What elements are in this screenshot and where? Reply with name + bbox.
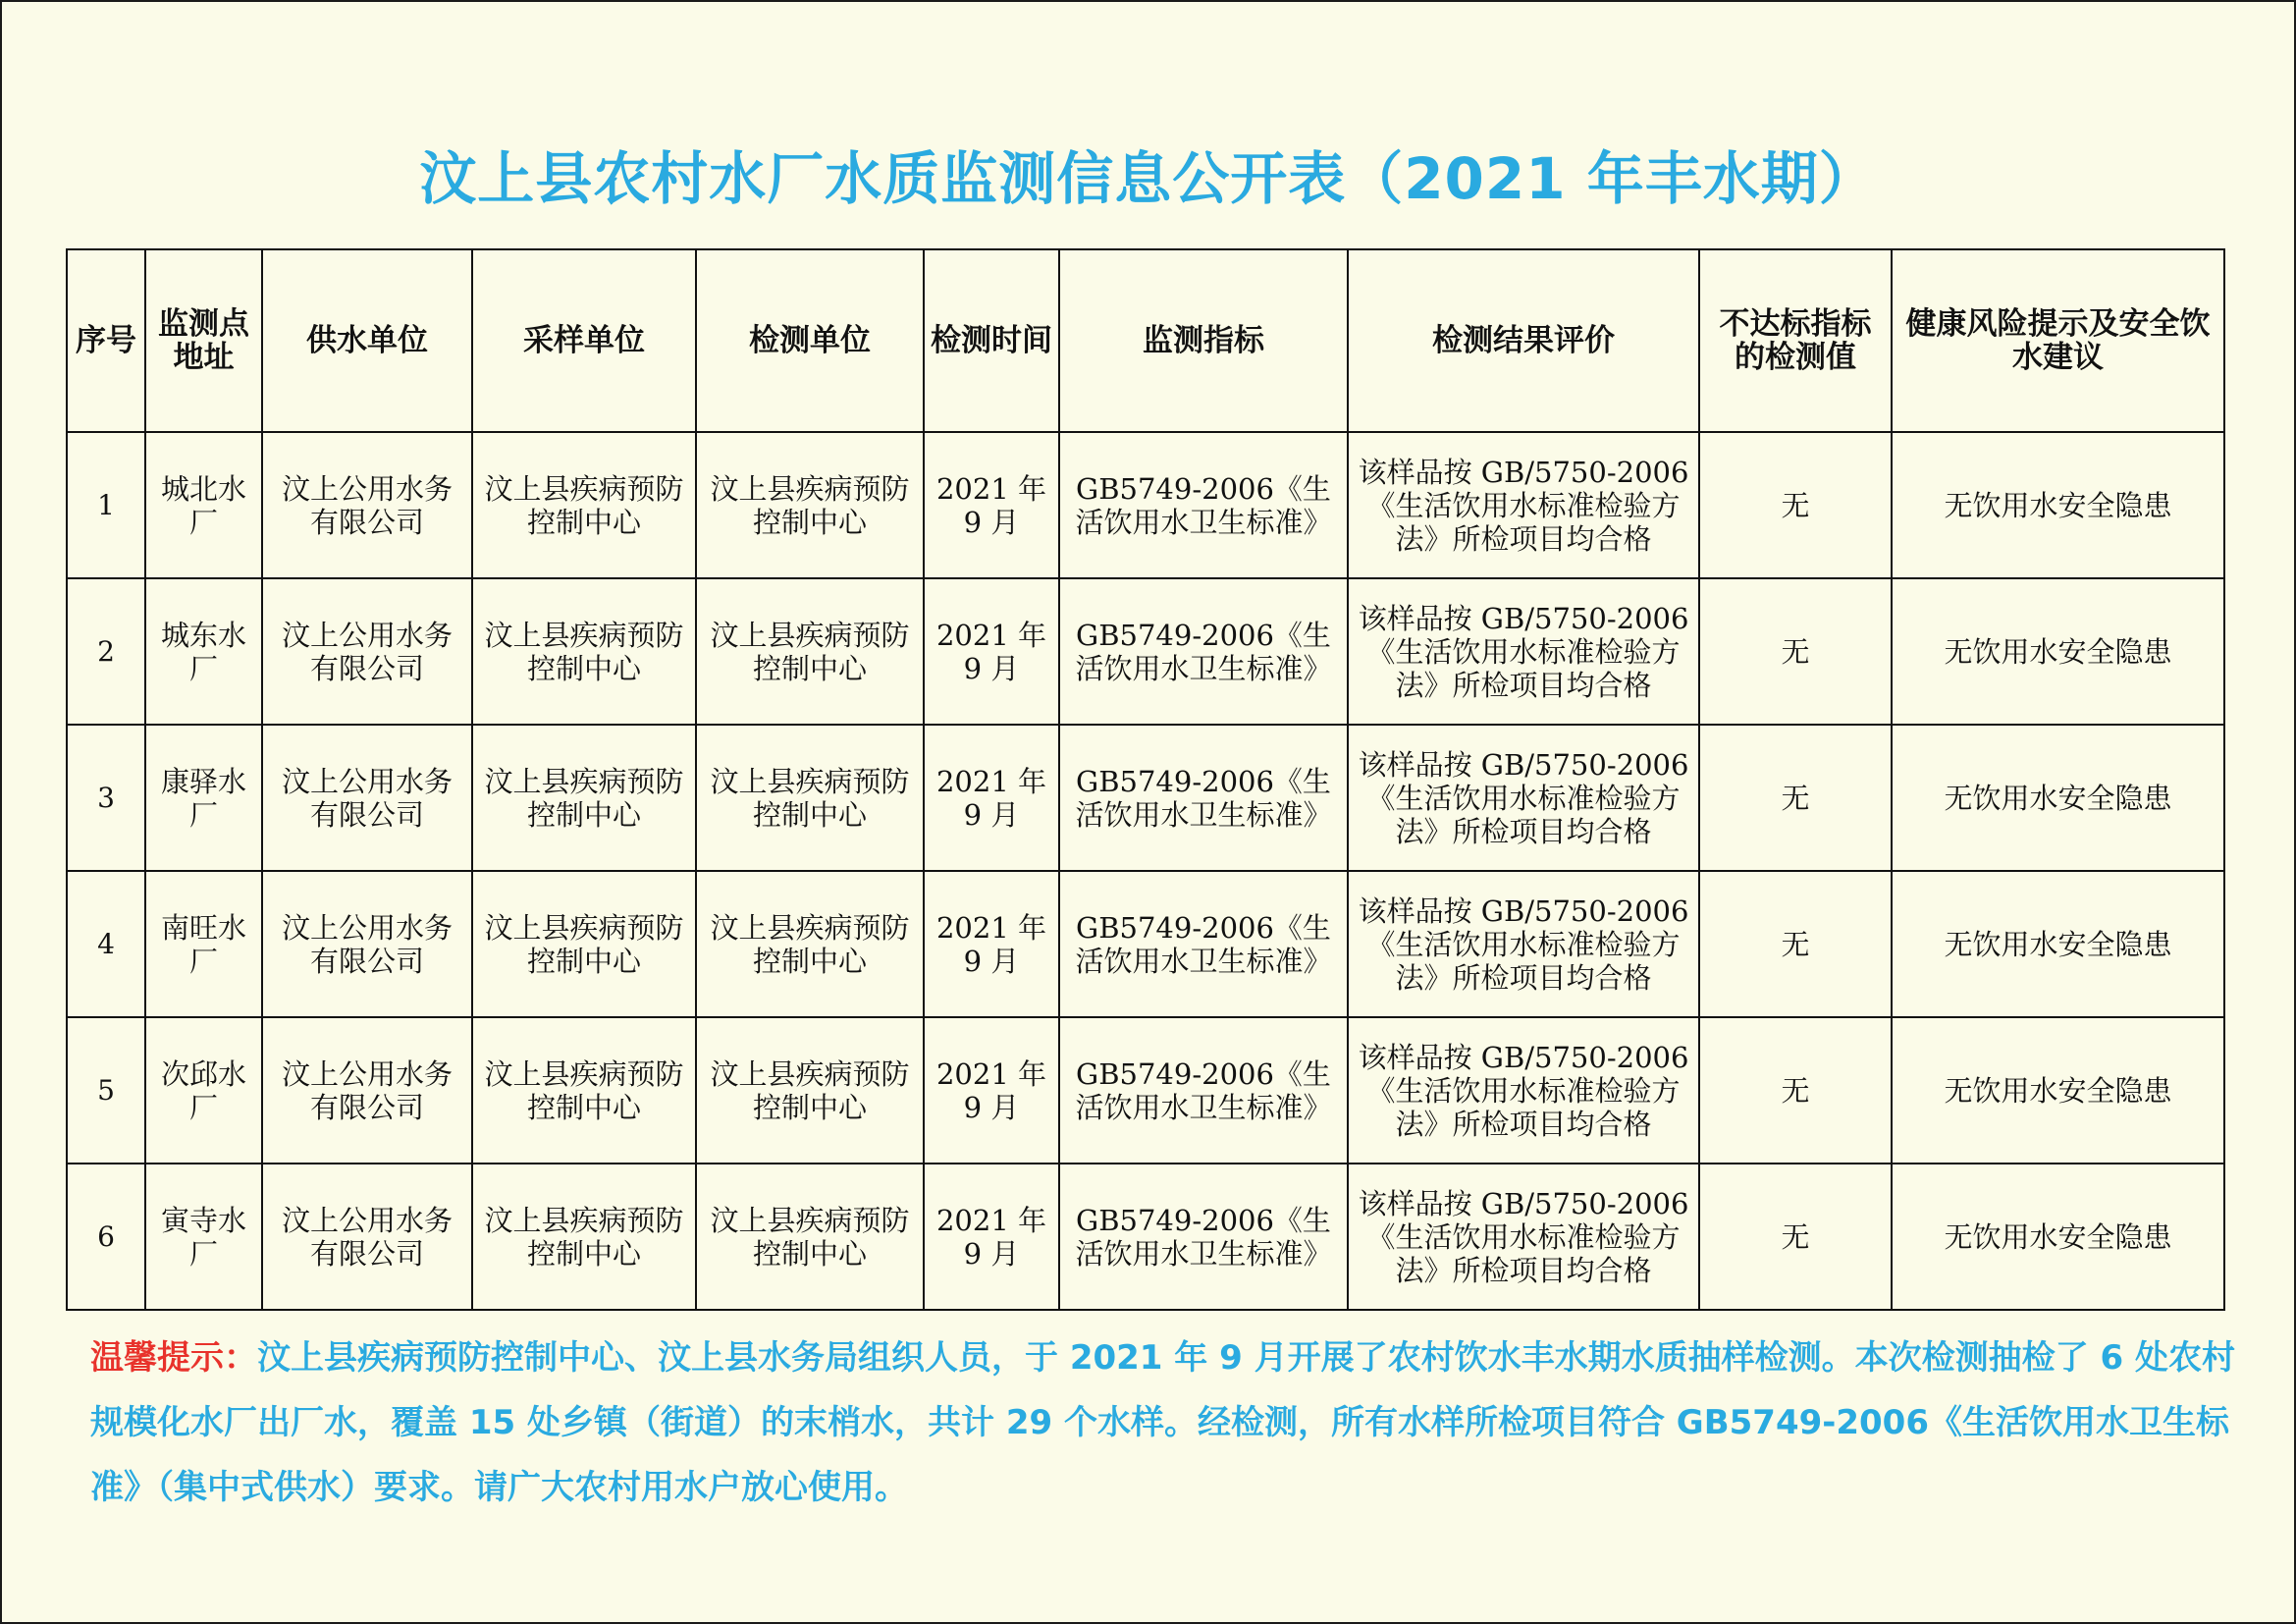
cell-time: 2021 年 9 月: [924, 1017, 1059, 1164]
table-row: [67, 432, 2224, 578]
header-advice: 健康风险提示及安全饮水建议: [1892, 249, 2224, 432]
cell-site: 康驿水厂: [145, 725, 262, 871]
cell-tester: 汶上县疾病预防控制中心: [696, 871, 924, 1017]
notice-text: 汶上县疾病预防控制中心、汶上县水务局组织人员，于 2021 年 9 月开展了农村饮水丰水期水质抽样检测。本次检测抽检了 6 处农村规模化水厂出厂水，覆盖 15 处乡镇（街道）的末梢水，共计 29 个水样。经检测，所有水样所检项目符合 GB5749-2006《生活饮用水卫生标准》（集中式供水）要求。请广大农村用水户放心使用。: [90, 1338, 2235, 1507]
cell-value: 无: [1699, 725, 1892, 871]
cell-tester: 汶上县疾病预防控制中心: [696, 1017, 924, 1164]
cell-tester: 汶上县疾病预防控制中心: [696, 432, 924, 578]
table-row: [67, 1164, 2224, 1310]
header-value: 不达标指标的检测值: [1699, 249, 1892, 432]
cell-no: 4: [67, 871, 145, 1017]
cell-time: 2021 年 9 月: [924, 725, 1059, 871]
header-site: 监测点地址: [145, 249, 262, 432]
cell-sampler: 汶上县疾病预防控制中心: [472, 871, 696, 1017]
cell-index: GB5749-2006《生活饮用水卫生标准》: [1059, 1164, 1348, 1310]
cell-result: 该样品按 GB/5750-2006《生活饮用水标准检验方法》所检项目均合格: [1348, 1017, 1699, 1164]
cell-no: 5: [67, 1017, 145, 1164]
cell-index: GB5749-2006《生活饮用水卫生标准》: [1059, 871, 1348, 1017]
table-row: [67, 1017, 2224, 1164]
cell-time: 2021 年 9 月: [924, 432, 1059, 578]
cell-no: 6: [67, 1164, 145, 1310]
cell-sampler: 汶上县疾病预防控制中心: [472, 1164, 696, 1310]
table-row: [67, 871, 2224, 1017]
cell-index: GB5749-2006《生活饮用水卫生标准》: [1059, 1017, 1348, 1164]
cell-index: GB5749-2006《生活饮用水卫生标准》: [1059, 432, 1348, 578]
cell-result: 该样品按 GB/5750-2006《生活饮用水标准检验方法》所检项目均合格: [1348, 1164, 1699, 1310]
cell-value: 无: [1699, 1164, 1892, 1310]
cell-site: 城东水厂: [145, 578, 262, 725]
header-tester: 检测单位: [696, 249, 924, 432]
table-row: [67, 578, 2224, 725]
cell-advice: 无饮用水安全隐患: [1892, 1017, 2224, 1164]
cell-tester: 汶上县疾病预防控制中心: [696, 725, 924, 871]
cell-value: 无: [1699, 578, 1892, 725]
cell-tester: 汶上县疾病预防控制中心: [696, 578, 924, 725]
cell-advice: 无饮用水安全隐患: [1892, 871, 2224, 1017]
table-header-row: [67, 249, 2224, 432]
cell-value: 无: [1699, 871, 1892, 1017]
cell-result: 该样品按 GB/5750-2006《生活饮用水标准检验方法》所检项目均合格: [1348, 578, 1699, 725]
cell-site: 次邱水厂: [145, 1017, 262, 1164]
cell-advice: 无饮用水安全隐患: [1892, 432, 2224, 578]
cell-time: 2021 年 9 月: [924, 578, 1059, 725]
cell-sampler: 汶上县疾病预防控制中心: [472, 725, 696, 871]
header-supplier: 供水单位: [262, 249, 472, 432]
cell-result: 该样品按 GB/5750-2006《生活饮用水标准检验方法》所检项目均合格: [1348, 725, 1699, 871]
cell-value: 无: [1699, 432, 1892, 578]
cell-result: 该样品按 GB/5750-2006《生活饮用水标准检验方法》所检项目均合格: [1348, 432, 1699, 578]
cell-site: 南旺水厂: [145, 871, 262, 1017]
notice-paragraph: [90, 1326, 2250, 1520]
cell-advice: 无饮用水安全隐患: [1892, 725, 2224, 871]
header-result: 检测结果评价: [1348, 249, 1699, 432]
cell-supplier: 汶上公用水务有限公司: [262, 432, 472, 578]
cell-time: 2021 年 9 月: [924, 871, 1059, 1017]
cell-index: GB5749-2006《生活饮用水卫生标准》: [1059, 578, 1348, 725]
cell-site: 寅寺水厂: [145, 1164, 262, 1310]
cell-advice: 无饮用水安全隐患: [1892, 1164, 2224, 1310]
cell-supplier: 汶上公用水务有限公司: [262, 725, 472, 871]
cell-supplier: 汶上公用水务有限公司: [262, 578, 472, 725]
header-time: 检测时间: [924, 249, 1059, 432]
cell-supplier: 汶上公用水务有限公司: [262, 1164, 472, 1310]
cell-time: 2021 年 9 月: [924, 1164, 1059, 1310]
cell-tester: 汶上县疾病预防控制中心: [696, 1164, 924, 1310]
water-quality-table: [66, 248, 2225, 1311]
table-row: [67, 725, 2224, 871]
cell-sampler: 汶上县疾病预防控制中心: [472, 432, 696, 578]
cell-no: 1: [67, 432, 145, 578]
cell-sampler: 汶上县疾病预防控制中心: [472, 1017, 696, 1164]
cell-value: 无: [1699, 1017, 1892, 1164]
cell-index: GB5749-2006《生活饮用水卫生标准》: [1059, 725, 1348, 871]
page-title: 汶上县农村水厂水质监测信息公开表（2021 年丰水期）: [419, 145, 1877, 212]
cell-advice: 无饮用水安全隐患: [1892, 578, 2224, 725]
cell-no: 3: [67, 725, 145, 871]
cell-supplier: 汶上公用水务有限公司: [262, 871, 472, 1017]
notice-label: 温馨提示：: [90, 1338, 257, 1378]
cell-supplier: 汶上公用水务有限公司: [262, 1017, 472, 1164]
cell-result: 该样品按 GB/5750-2006《生活饮用水标准检验方法》所检项目均合格: [1348, 871, 1699, 1017]
cell-site: 城北水厂: [145, 432, 262, 578]
cell-sampler: 汶上县疾病预防控制中心: [472, 578, 696, 725]
header-no: 序号: [67, 249, 145, 432]
header-index: 监测指标: [1059, 249, 1348, 432]
header-sampler: 采样单位: [472, 249, 696, 432]
cell-no: 2: [67, 578, 145, 725]
